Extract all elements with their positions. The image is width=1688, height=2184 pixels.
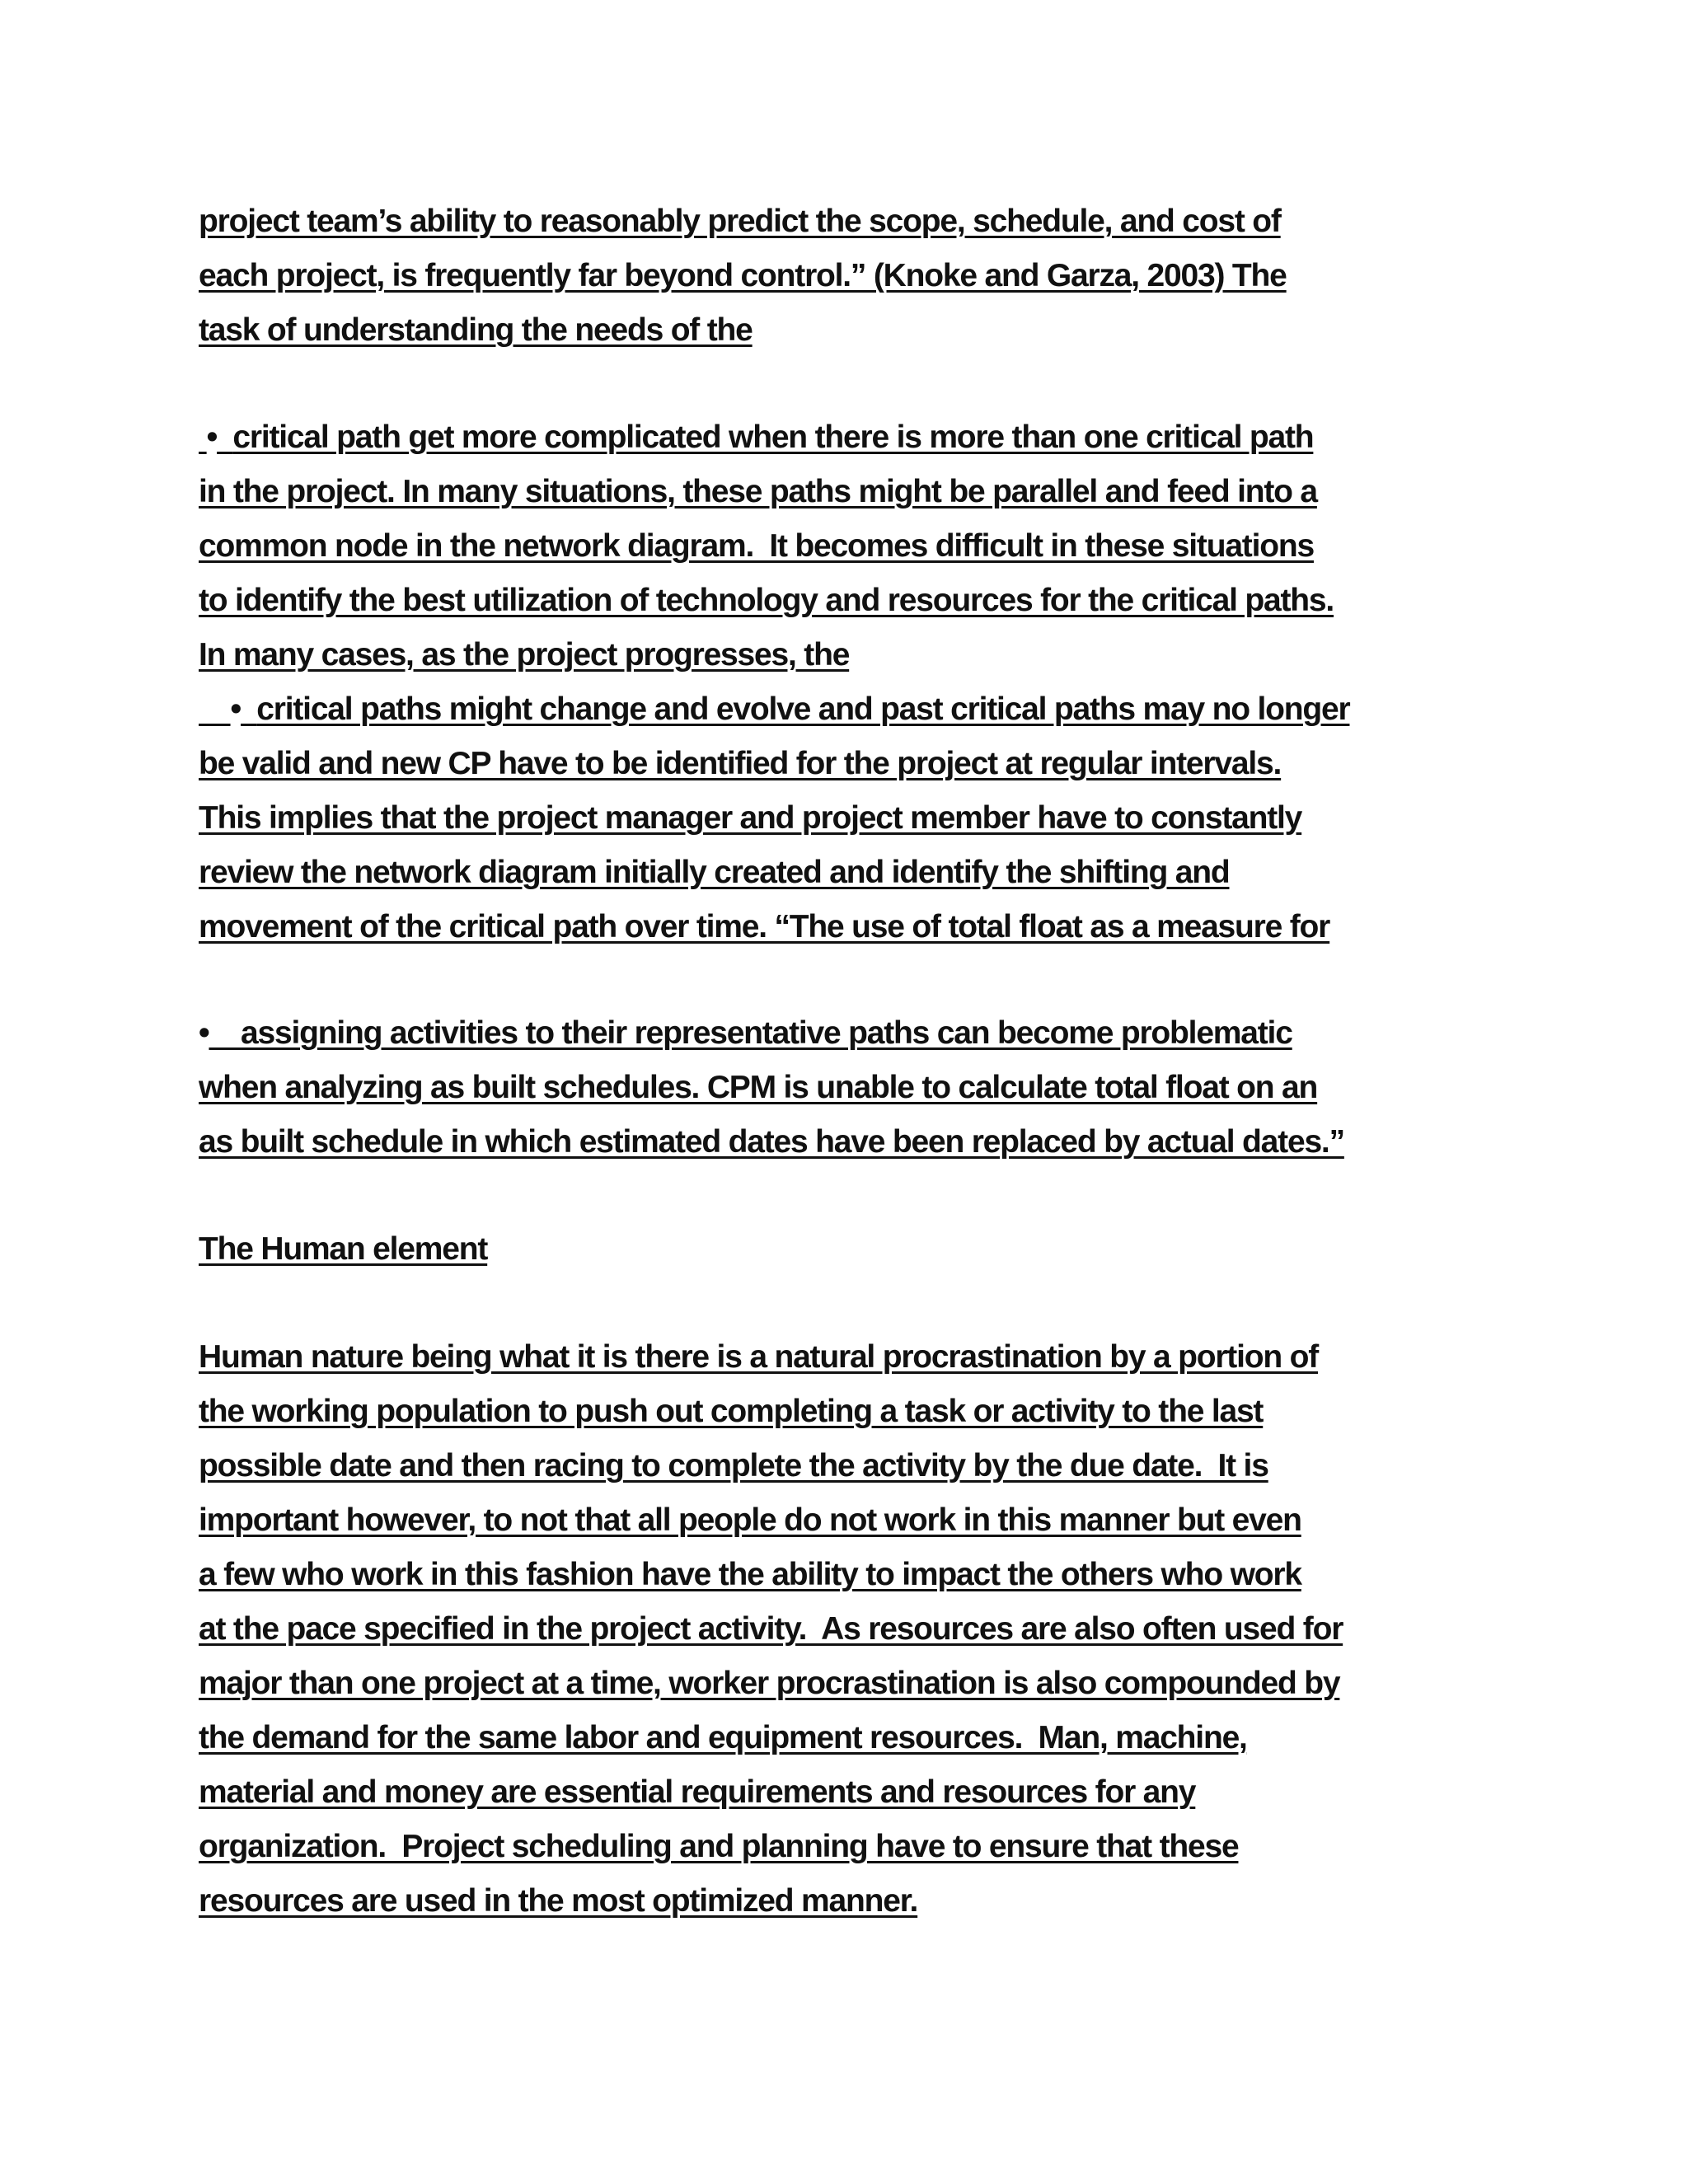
text-line: material and money are essential requirements and resources for any <box>199 1774 1196 1810</box>
text-line: task of understanding the needs of the <box>199 312 753 348</box>
bullet-item-first-line <box>199 410 1493 465</box>
text-line: each project, is frequently far beyond control.” (Knoke and Garza, 2003) The <box>199 258 1287 293</box>
bullet-icon: • <box>206 419 218 455</box>
text-line: project team’s ability to reasonably predict the scope, schedule, and cost of <box>199 204 1281 239</box>
bullet-item-first-line <box>199 682 1493 737</box>
text-line: common node in the network diagram. It becomes difficult in these situations <box>199 528 1314 564</box>
text-line: In many cases, as the project progresses, the <box>199 637 850 673</box>
text-line: Human nature being what it is there is a natural procrastination by a portion of <box>199 1339 1319 1375</box>
text-line: resources are used in the most optimized manner. <box>199 1883 918 1919</box>
text-line: This implies that the project manager and project member have to constantly <box>199 800 1302 836</box>
text-line: a few who work in this fashion have the ability to impact the others who work <box>199 1557 1301 1592</box>
total-float-paragraph <box>199 1006 1493 1169</box>
text-line: major than one project at a time, worker procrastination is also compounded by <box>199 1666 1340 1701</box>
text-line: possible date and then racing to complete the activity by the due date. It is <box>199 1448 1268 1483</box>
paragraph-continuation <box>199 194 1493 358</box>
text-line: the demand for the same labor and equipment resources. Man, machine, <box>199 1720 1247 1755</box>
text-line: at the pace specified in the project activity. As resources are also often used for <box>199 1611 1343 1647</box>
bullet-text: critical path get more complicated when there is more than one critical path <box>232 419 1314 455</box>
text-line: to identify the best utilization of technology and resources for the critical paths. <box>199 583 1334 618</box>
bullet-icon: • <box>199 1015 209 1051</box>
bullet-text: critical paths might change and evolve and past critical paths may no longer <box>256 691 1350 727</box>
text-line: the working population to push out completing a task or activity to the last <box>199 1394 1264 1429</box>
heading-text: The Human element <box>199 1231 488 1267</box>
text-line: be valid and new CP have to be identified for the project at regular intervals. <box>199 746 1282 781</box>
human-element-paragraph <box>199 1330 1493 1929</box>
text-line: important however, to not that all people do not work in this manner but even <box>199 1502 1301 1538</box>
text-line: organization. Project scheduling and planning have to ensure that these <box>199 1829 1239 1864</box>
text-line: as built schedule in which estimated dates have been replaced by actual dates.” <box>199 1124 1344 1160</box>
text-line: in the project. In many situations, these paths might be parallel and feed into a <box>199 474 1317 509</box>
critical-path-paragraph <box>199 410 1493 954</box>
text-line: when analyzing as built schedules. CPM is unable to calculate total float on an <box>199 1070 1318 1105</box>
bullet-icon: • <box>230 691 241 727</box>
bullet-item-first-line <box>199 1006 1493 1061</box>
text-line: review the network diagram initially created and identify the shifting and <box>199 855 1230 890</box>
bullet-text: assigning activities to their representative paths can become problematic <box>241 1015 1292 1051</box>
section-heading <box>199 1222 1493 1277</box>
text-line: movement of the critical path over time. “The use of total float as a measure for <box>199 909 1330 944</box>
